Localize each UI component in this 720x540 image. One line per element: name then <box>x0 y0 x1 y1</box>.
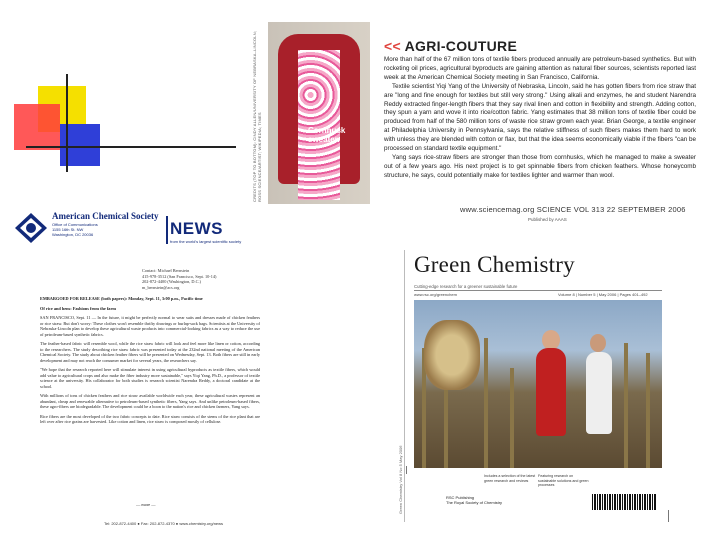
decor-horizontal-line <box>26 146 236 148</box>
acs-org-address: Office of Communications 1155 16th St. NW Washington, DC 20036 <box>52 222 98 237</box>
person-head <box>542 330 560 350</box>
gc-cover-photo <box>414 300 662 468</box>
acs-embargo: EMBARGOED FOR RELEASE (both papers): Monday, Sept. 11, 3:00 p.m., Pacific time <box>40 296 203 301</box>
gc-spine-line <box>404 250 405 522</box>
acs-paragraph: SAN FRANCISCO, Sept. 11 — In the future, it might be perfectly normal to wear suits and dresses made of chicken feathers or rice straw. But don't worry: These clothes won't resemble thrifty drawings or burlap-sack bags. Scientists at the University of Nebraska-Lincoln plan to develop these agricultural waste products into commercial-looking fabrics as a way to reduce the use of petroleum-based synthetic fabrics. <box>40 315 260 337</box>
science-photo-credit: CREDITS (TOP TO BOTTOM): CINDY ALLEN/UNIVERSITY OF NEBRASKA–LINCOLN; ROSS SCIENCE/ARTIST; WIKIPEDIA; TIMES <box>252 30 262 202</box>
acs-paragraph: The feather-based fabric will resemble wool, while the rice straw fabric will look and feel more like linen or cotton, according to the researchers. The study describing rice straw fabric was presented today at the 232nd national meeting of the American Chemical Society. The study about chicken feather fibers will be presented on Wednesday, Sept. 13. Both fibers are still in early development and may not reach the consumer market for several years, the researchers say. <box>40 341 260 363</box>
acs-release-body <box>40 296 260 429</box>
title-arrows: << <box>384 38 401 54</box>
title-text: AGRI-COUTURE <box>404 38 518 54</box>
science-article-title <box>384 38 517 54</box>
gc-subtitle: Cutting-edge research for a greener sustainable future <box>414 284 518 289</box>
science-paragraph: Yang says rice-straw fibers are stronger than those from cornhusks, which he managed to make a sweater out of a few years ago. His next project is to get spinnable fibers from chicken feathers. Whose honeycomb structure, he says, could potentially make for textiles lighter and warmer than wool. <box>384 153 696 179</box>
acs-divider <box>166 216 168 244</box>
decor-vertical-line <box>66 74 68 172</box>
acs-contact: Contact: Michael Bernstein 415-978-3512 (San Francisco, Sept. 10-14) 202-872-4400 (Washington, D.C.) m_bernstein@acs.org <box>142 268 217 290</box>
acs-news-label: NEWS <box>170 219 223 238</box>
acs-more-marker: — more — <box>136 502 156 507</box>
acs-paragraph: Rice fibers are the most developed of the two fabric concepts to date. Rice straw consists of the stems of the rice plant that are left over after rice grains are harvested. Like cotton and linen, rice straw is composed mostly of cellulose. <box>40 413 260 424</box>
barcode <box>592 494 656 510</box>
science-footer: www.sciencemag.org SCIENCE VOL 313 22 SEPTEMBER 2006 <box>460 205 686 214</box>
person-red-jacket <box>536 348 566 436</box>
decor-red-square <box>14 104 60 150</box>
acs-paragraph: "We hope that the research reported here will stimulate interest in using agricultural byproducts as textile fibers, which would add value to agricultural crops and also make the fiber industry more sustainable," says Yiqi Yang, Ph.D., a professor of textile science at the university. His collaborator for both studies is research scientist Narendra Reddy, a doctoral candidate at the school. <box>40 367 260 389</box>
acs-footer: Tel: 202-872-4400 ● Fax: 202-872-4370 ● www.chemistry.org/news <box>104 521 224 526</box>
gc-rule <box>414 290 662 291</box>
corn-ear <box>424 320 480 390</box>
person-head <box>590 334 606 352</box>
crop-mark <box>406 466 407 474</box>
acs-tagline: from the world's largest scientific society <box>170 239 242 244</box>
science-article-body <box>384 56 696 181</box>
gc-info-col: Featuring research on sustainable solutions and green processes <box>538 474 589 488</box>
science-publisher: Published by AAAS <box>528 217 567 222</box>
photo-caption: Cornhusk sweater. <box>308 126 346 144</box>
gc-url: www.rsc.org/greenchem <box>414 292 457 297</box>
gc-spine-text: Green Chemistry Vol 8 No 5 May 2006 <box>398 445 403 514</box>
crop-mark <box>668 510 669 522</box>
acs-org-name: American Chemical Society <box>52 211 159 221</box>
science-paragraph: More than half of the 67 million tons of textile fibers produced annually are petroleum-based synthetics. But with rocketing oil prices, agricultural byproducts are gaining attention as natural fiber sources, scientists reported last week at the American Chemical Society meeting in San Francisco, California. <box>384 56 696 81</box>
gc-journal-title: Green Chemistry <box>414 252 575 277</box>
cornhusk-sweater-photo <box>268 22 370 204</box>
dress-shape <box>298 50 340 200</box>
acs-logo-icon <box>14 212 48 244</box>
gc-info-strip <box>414 470 662 516</box>
gc-volume: Volume 8 | Number 5 | May 2006 | Pages 401–492 <box>558 292 648 297</box>
science-paragraph: Textile scientist Yiqi Yang of the University of Nebraska, Lincoln, said he has gotten fibers from rice straw that are "long and fine enough for textiles but still very strong." Using alkali and enzymes, he and student Narendra Reddy extracted finger-length fibers that they say rival linen and cotton in flexibility and strength. Adding cotton, they spun a yarn and wove it into rice/cotton fabric. Yang estimates that 38 million tons of textile fiber could be produced from half of the 580 million tons of waste rice straw grown each year. Brian George, a textile engineer at Philadelphia University in Pennsylvania, says the relative stiffness of such fibers makes them hard to work with unless they are blended with cotton or flax, but that the idea seems economically viable if the fibers "can be processed on standard textile equipment." <box>384 82 696 153</box>
acs-headline: Of rice and hens: Fashions from the farm <box>40 305 116 311</box>
person-lab-coat <box>586 352 612 434</box>
gc-info-col: Includes a selection of the latest green research and reviews <box>484 474 536 483</box>
acs-paragraph: With millions of tons of chicken feathers and rice straw available worldwide each year, these agricultural wastes represent an abundant, cheap and renewable alternative to petroleum-based synthetic fibers, Yang says. And unlike petroleum-based fibers, these agro-fibers are biodegradable. The development could be a boon to the nation's rice and chicken farmers, Yang says. <box>40 393 260 409</box>
rsc-logo: RSC Publishing The Royal Society of Chemistry <box>446 495 503 505</box>
